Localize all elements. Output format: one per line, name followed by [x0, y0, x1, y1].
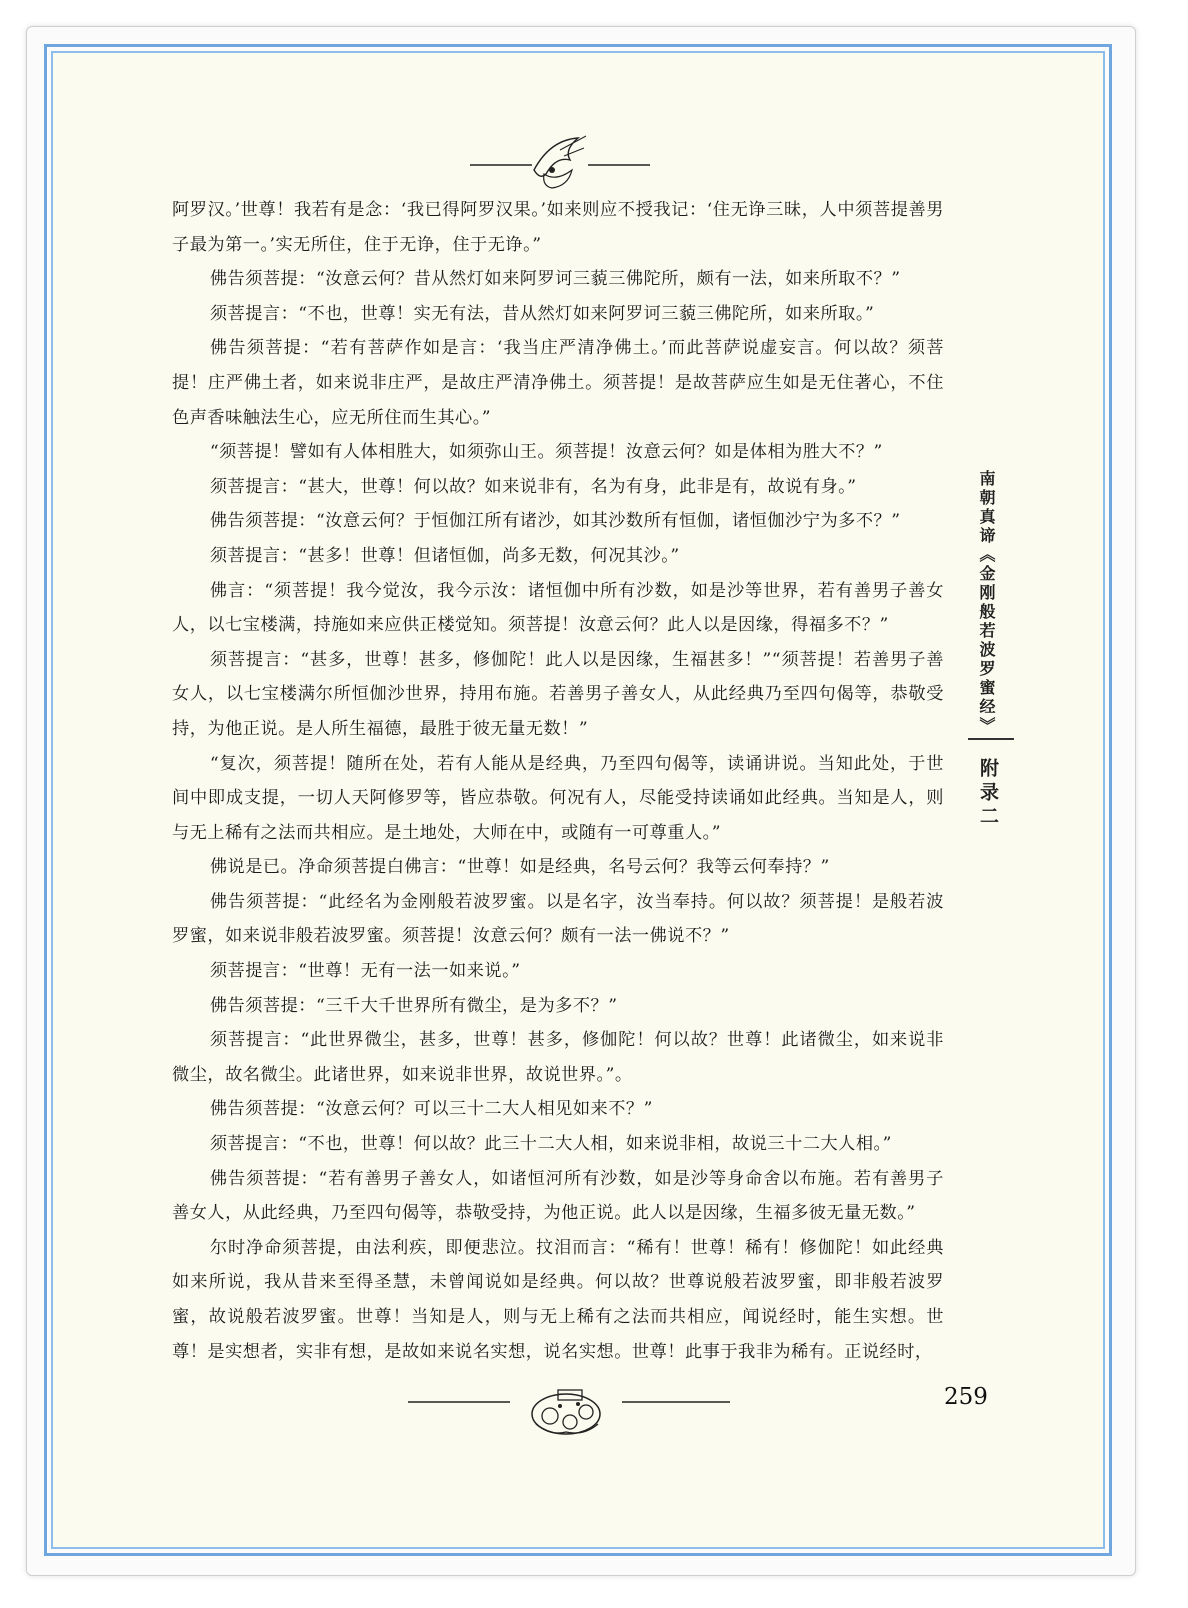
appendix-label: 附录二 — [977, 758, 999, 830]
paragraph: 须菩提言：“甚大，世尊！何以故？如来说非有，名为有身，此非是有，故说有身。” — [209, 476, 857, 497]
paragraph: 佛言：“须菩提！我今觉汝，我今示汝：诸恒伽中所有沙数，如是沙等世界，若有善男子善女人，以七宝楼满，持施如来应供正楼觉知。须菩提！汝意云何？此人以是因缘，得福多不？” — [172, 580, 944, 636]
paragraph: 佛告须菩提：“若有善男子善女人，如诸恒河所有沙数，如是沙等身命舍以布施。若有善男子善女人，从此经典，乃至四句偈等，恭敬受持，为他正说。此人以是因缘，生福多彼无量无数。” — [172, 1168, 944, 1224]
paragraph: “复次，须菩提！随所在处，若有人能从是经典，乃至四句偈等，读诵讲说。当知此处，于世间中即成支提，一切人天阿修罗等，皆应恭敬。何况有人，尽能受持读诵如此经典。当知是人，则与无上稀有之法而共相应。是土地处，大师在中，或随有一可尊重人。” — [172, 753, 944, 843]
paragraph: 须菩提言：“不也，世尊！何以故？此三十二大人相，如来说非相，故说三十二大人相。” — [209, 1134, 892, 1155]
paragraph: 须菩提言：“甚多！世尊！但诸恒伽，尚多无数，何况其沙。” — [209, 545, 680, 566]
paragraph: 须菩提言：“不也，世尊！实无有法，昔从然灯如来阿罗诃三藐三佛陀所，如来所取。” — [209, 303, 875, 324]
paragraph: 佛告须菩提：“此经名为金刚般若波罗蜜。以是名字，汝当奉持。何以故？须菩提！是般若波罗蜜，如来说非般若波罗蜜。须菩提！汝意云何？颇有一法一佛说不？” — [172, 891, 944, 947]
top-ornament — [460, 130, 660, 200]
paragraph: 佛告须菩提：“汝意云何？昔从然灯如来阿罗诃三藐三佛陀所，颇有一法，如来所取不？” — [209, 269, 901, 290]
paragraph: 佛告须菩提：“三千大千世界所有微尘，是为多不？” — [209, 995, 618, 1016]
paragraph: 阿罗汉。’世尊！我若有是念：‘我已得阿罗汉果。’如来则应不授我记：‘住无诤三昧，人中须菩提善男子最为第一。’实无所住，住于无诤，住于无诤。” — [172, 200, 944, 255]
paragraph: 佛告须菩提：“若有菩萨作如是言：‘我当庄严清净佛土。’而此菩萨说虚妄言。何以故？须菩提！庄严佛土者，如来说非庄严，是故庄严清净佛土。须菩提！是故菩萨应生如是无住著心，不住色声香味触法生心，应无所住而生其心。” — [172, 338, 944, 428]
page-number: 259 — [944, 1384, 988, 1410]
paragraph: 须菩提言：“甚多，世尊！甚多，修伽陀！此人以是因缘，生福甚多！”“须菩提！若善男子善女人，以七宝楼满尔所恒伽沙世界，持用布施。若善男子善女人，从此经典乃至四句偈等，恭敬受持，为他正说。是人所生福德，最胜于彼无量无数！” — [172, 649, 944, 739]
paragraph: 尔时净命须菩提，由法利疾，即便悲泣。抆泪而言：“稀有！世尊！稀有！修伽陀！如此经典如来所说，我从昔来至得圣慧，未曾闻说如是经典。何以故？世尊说般若波罗蜜，即非般若波罗蜜，故说般若波罗蜜。世尊！当知是人，则与无上稀有之法而共相应，闻说经时，能生实想。世尊！是实想者，实非有想，是故如来说名实想，说名实想。世尊！此事于我非为稀有。正说经时， — [172, 1237, 944, 1362]
running-title: 南朝真谛《金刚般若波罗蜜经》 — [977, 470, 996, 736]
paragraph: “须菩提！譬如有人体相胜大，如须弥山王。须菩提！汝意云何？如是体相为胜大不？” — [209, 442, 883, 463]
main-text — [172, 193, 944, 1369]
paragraph: 须菩提言：“此世界微尘，甚多，世尊！甚多，修伽陀！何以故？世尊！此诸微尘，如来说非微尘，故名微尘。此诸世界，如来说非世界，故说世界。”。 — [172, 1030, 944, 1085]
bottom-ornament — [400, 1382, 740, 1442]
paragraph: 佛说是已。净命须菩提白佛言：“世尊！如是经典，名号云何？我等云何奉持？” — [209, 857, 830, 878]
paragraph: 佛告须菩提：“汝意云何？于恒伽江所有诸沙，如其沙数所有恒伽，诸恒伽沙宁为多不？” — [209, 511, 901, 532]
side-divider — [968, 738, 1014, 740]
paragraph: 佛告须菩提：“汝意云何？可以三十二大人相见如来不？” — [209, 1099, 653, 1120]
paragraph: 须菩提言：“世尊！无有一法一如来说。” — [209, 961, 521, 982]
